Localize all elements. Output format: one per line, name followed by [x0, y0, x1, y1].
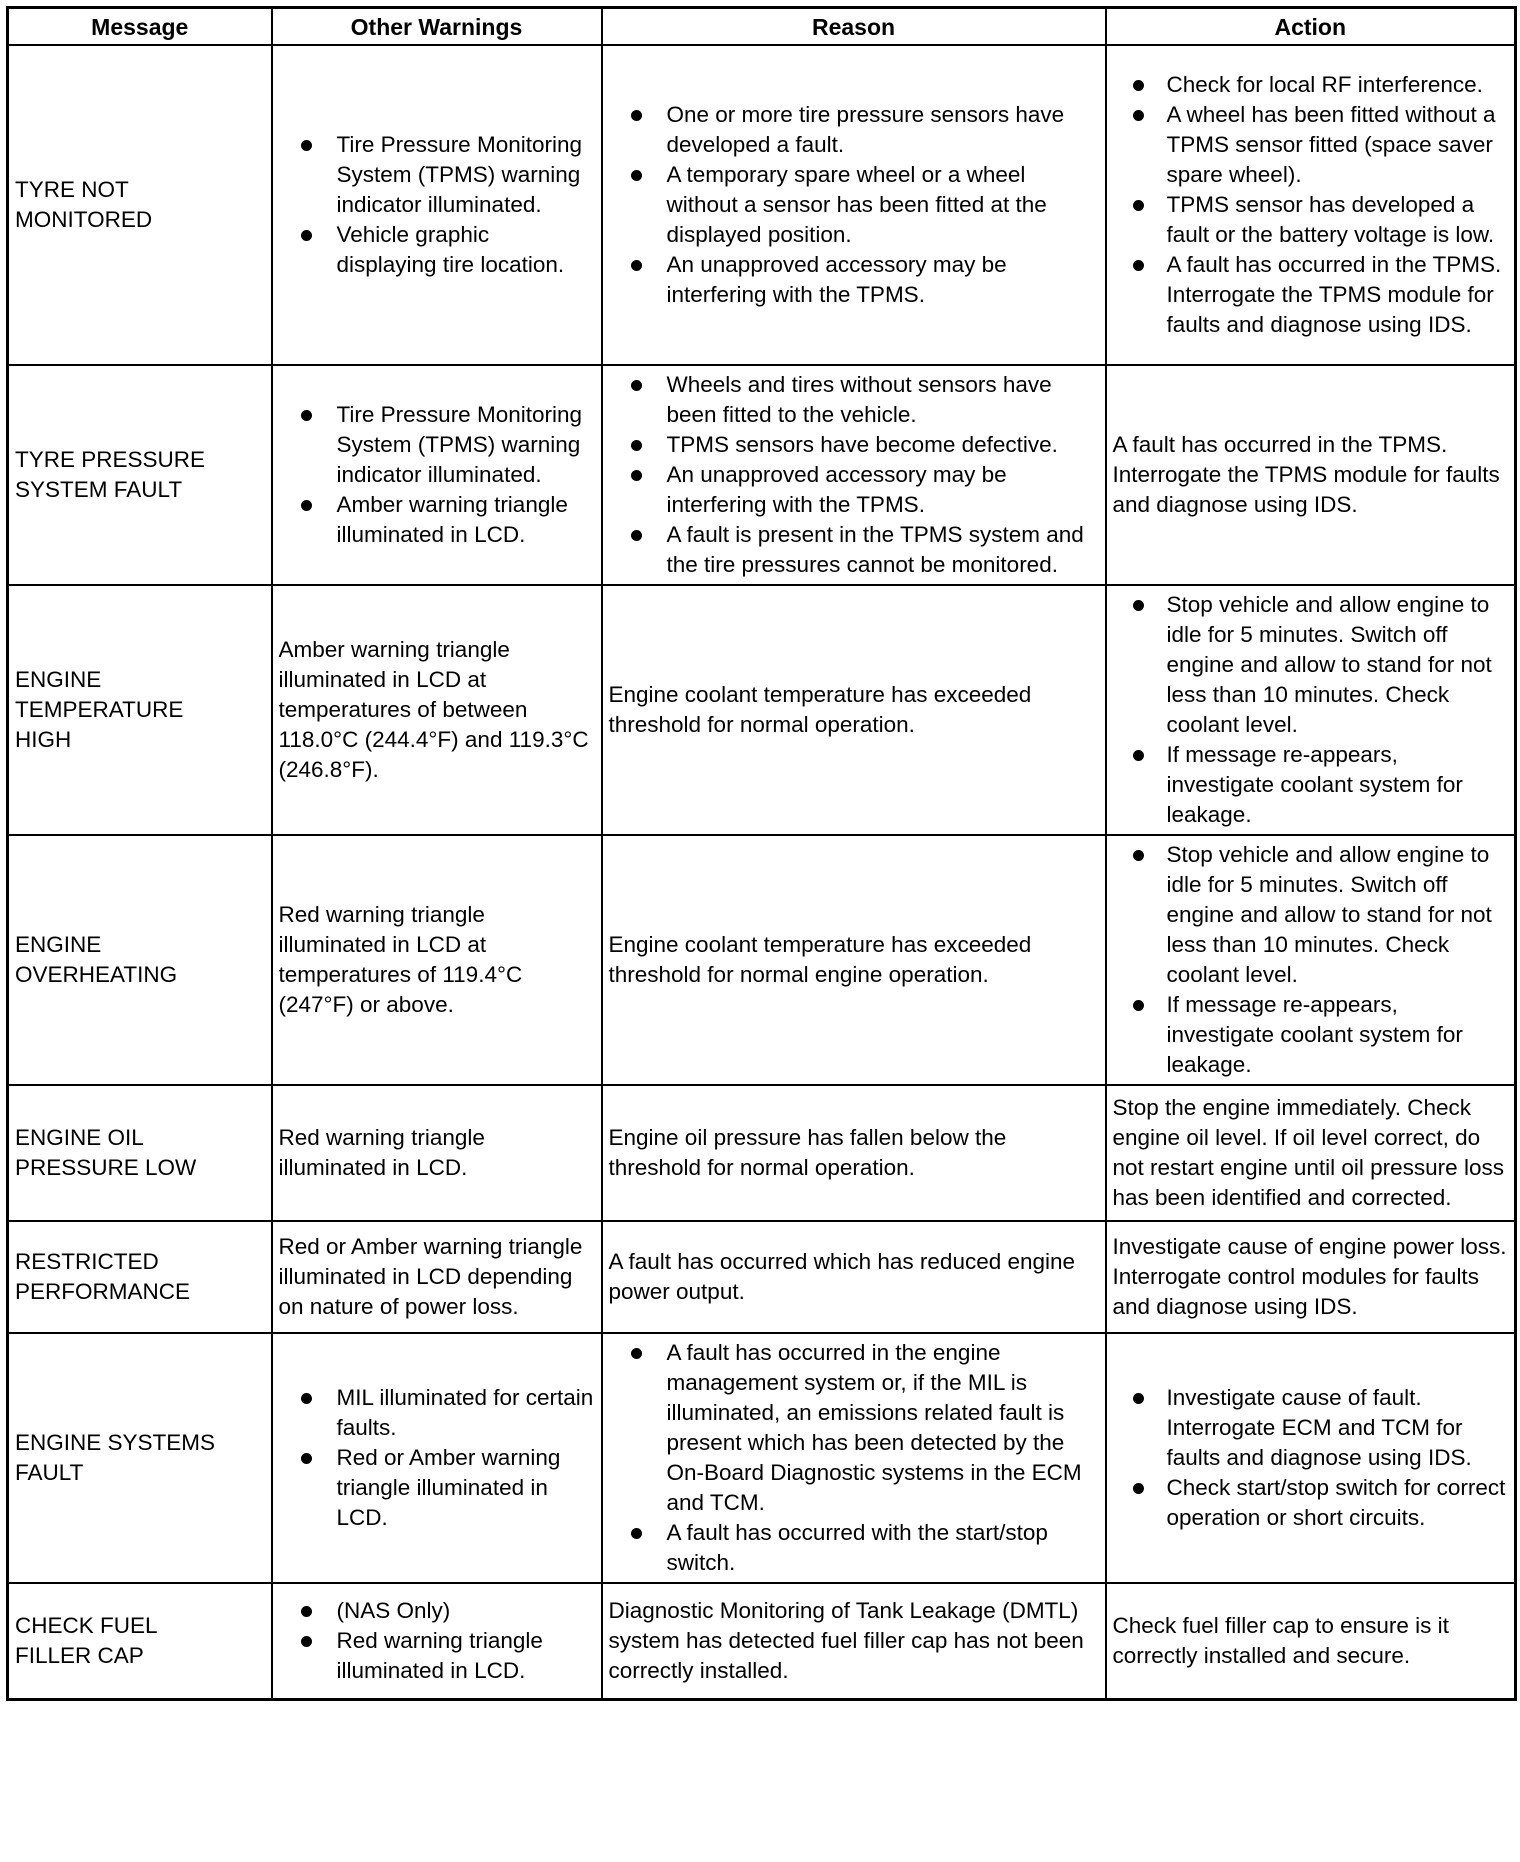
action-cell [1106, 1333, 1516, 1583]
message-line: MONITORED [15, 207, 153, 232]
reason-cell [602, 585, 1106, 835]
message-cell [8, 365, 272, 585]
message-cell [8, 1221, 272, 1333]
message-line: FILLER CAP [15, 1642, 144, 1668]
other-warnings-cell-list [279, 400, 595, 550]
reason-cell [602, 45, 1106, 365]
other-warnings-cell-list [279, 1383, 595, 1533]
reason-cell-list [609, 100, 1099, 310]
bullet-item: Vehicle graphic displaying tire location. [279, 220, 595, 280]
header-row [8, 8, 1516, 46]
message-cell [8, 585, 272, 835]
message-line: PERFORMANCE [15, 1279, 191, 1304]
other-warnings-cell [272, 365, 602, 585]
bullet-item: Tire Pressure Monitoring System (TPMS) warning indicator illuminated. [279, 130, 595, 220]
bullet-item: If message re-appears, investigate coolant system for leakage. [1113, 740, 1509, 830]
other-warnings-cell-text: Red warning triangle illuminated in LCD. [278, 1125, 485, 1180]
other-warnings-cell-text: Red or Amber warning triangle illuminated in LCD depending on nature of power loss. [278, 1234, 583, 1319]
action-cell [1106, 585, 1516, 835]
bullet-item: Check start/stop switch for correct operation or short circuits. [1113, 1473, 1509, 1533]
table-row [8, 1221, 1516, 1333]
reason-cell [602, 835, 1106, 1085]
table-row [8, 835, 1516, 1085]
action-cell-text: Check fuel filler cap to ensure is it correctly installed and secure. [1112, 1612, 1449, 1668]
bullet-item: Stop vehicle and allow engine to idle for 5 minutes. Switch off engine and allow to stand for not less than 10 minutes. Check coolant level. [1113, 840, 1509, 990]
table-row [8, 1085, 1516, 1221]
bullet-item: A fault has occurred in the engine management system or, if the MIL is illuminated, an emissions related fault is present which has been detected by the On-Board Diagnostic systems in the ECM and TCM. [609, 1338, 1099, 1518]
reason-cell [602, 365, 1106, 585]
message-line: TYRE NOT [15, 177, 129, 202]
action-cell-text: Investigate cause of engine power loss. Interrogate control modules for faults and diagnose using IDS. [1112, 1234, 1507, 1319]
table-row [8, 585, 1516, 835]
action-cell [1106, 1221, 1516, 1333]
table-row [8, 45, 1516, 365]
action-cell-list [1113, 590, 1509, 830]
message-cell [8, 1583, 272, 1699]
action-cell [1106, 45, 1516, 365]
reason-cell-text: Diagnostic Monitoring of Tank Leakage (DMTL) system has detected fuel filler cap has not been correctly installed. [608, 1597, 1084, 1683]
bullet-item: Check for local RF interference. [1113, 70, 1509, 100]
other-warnings-cell [272, 45, 602, 365]
reason-cell-list [609, 1338, 1099, 1578]
bullet-item: (NAS Only) [279, 1596, 595, 1626]
action-cell-text: Stop the engine immediately. Check engine oil level. If oil level correct, do not restart engine until oil pressure loss has been identified and corrected. [1112, 1095, 1504, 1210]
warning-messages-table [6, 6, 1517, 1701]
message-line: FAULT [15, 1460, 84, 1485]
bullet-item: If message re-appears, investigate coolant system for leakage. [1113, 990, 1509, 1080]
other-warnings-cell-text: Amber warning triangle illuminated in LCD at temperatures of between 118.0°C (244.4°F) and 119.3°C (246.8°F). [278, 637, 589, 782]
other-warnings-cell [272, 1333, 602, 1583]
other-warnings-cell-list [279, 1596, 595, 1686]
action-cell [1106, 1583, 1516, 1699]
header-message: Message [8, 8, 272, 46]
reason-cell [602, 1085, 1106, 1221]
table-row [8, 1583, 1516, 1699]
header-reason: Reason [602, 8, 1106, 46]
bullet-item: A fault has occurred with the start/stop switch. [609, 1518, 1099, 1578]
bullet-item: Stop vehicle and allow engine to idle for 5 minutes. Switch off engine and allow to stand for not less than 10 minutes. Check coolant level. [1113, 590, 1509, 740]
message-line: ENGINE [15, 667, 102, 692]
header-other-warnings: Other Warnings [272, 8, 602, 46]
other-warnings-cell [272, 835, 602, 1085]
bullet-item: Investigate cause of fault. Interrogate ECM and TCM for faults and diagnose using IDS. [1113, 1383, 1509, 1473]
bullet-item: An unapproved accessory may be interfering with the TPMS. [609, 460, 1099, 520]
bullet-item: A fault is present in the TPMS system and the tire pressures cannot be monitored. [609, 520, 1099, 580]
message-line: CHECK FUEL [15, 1612, 158, 1638]
action-cell [1106, 365, 1516, 585]
bullet-item: TPMS sensor has developed a fault or the battery voltage is low. [1113, 190, 1509, 250]
bullet-item: Red warning triangle illuminated in LCD. [279, 1626, 595, 1686]
bullet-item: One or more tire pressure sensors have developed a fault. [609, 100, 1099, 160]
other-warnings-cell [272, 585, 602, 835]
reason-cell [602, 1333, 1106, 1583]
reason-cell-text: Engine oil pressure has fallen below the threshold for normal operation. [608, 1125, 1007, 1180]
message-line: RESTRICTED [15, 1249, 159, 1274]
header-action: Action [1106, 8, 1516, 46]
other-warnings-cell [272, 1583, 602, 1699]
message-line: OVERHEATING [15, 962, 178, 987]
bullet-item: Amber warning triangle illuminated in LCD. [279, 490, 595, 550]
bullet-item: A fault has occurred in the TPMS. Interrogate the TPMS module for faults and diagnose using IDS. [1113, 250, 1509, 340]
message-line: ENGINE OIL [15, 1125, 144, 1150]
table-row [8, 365, 1516, 585]
bullet-item: An unapproved accessory may be interfering with the TPMS. [609, 250, 1099, 310]
reason-cell-text: A fault has occurred which has reduced engine power output. [608, 1249, 1076, 1304]
bullet-item: Red or Amber warning triangle illuminated in LCD. [279, 1443, 595, 1533]
other-warnings-cell-text: Red warning triangle illuminated in LCD at temperatures of 119.4°C (247°F) or above. [278, 902, 523, 1017]
bullet-item: A temporary spare wheel or a wheel without a sensor has been fitted at the displayed position. [609, 160, 1099, 250]
table-body [8, 45, 1516, 1699]
page [6, 6, 1514, 1701]
reason-cell [602, 1221, 1106, 1333]
bullet-item: TPMS sensors have become defective. [609, 430, 1099, 460]
message-cell [8, 45, 272, 365]
message-cell [8, 835, 272, 1085]
other-warnings-cell [272, 1085, 602, 1221]
reason-cell-list [609, 370, 1099, 580]
message-line: ENGINE SYSTEMS [15, 1430, 216, 1455]
bullet-item: Wheels and tires without sensors have been fitted to the vehicle. [609, 370, 1099, 430]
message-line: SYSTEM FAULT [15, 477, 183, 502]
action-cell-list [1113, 70, 1509, 340]
action-cell-list [1113, 1383, 1509, 1533]
message-cell [8, 1085, 272, 1221]
action-cell-text: A fault has occurred in the TPMS. Interrogate the TPMS module for faults and diagnose using IDS. [1112, 432, 1500, 517]
other-warnings-cell-list [279, 130, 595, 280]
action-cell [1106, 1085, 1516, 1221]
message-cell [8, 1333, 272, 1583]
reason-cell [602, 1583, 1106, 1699]
bullet-item: A wheel has been fitted without a TPMS sensor fitted (space saver spare wheel). [1113, 100, 1509, 190]
message-line: HIGH [15, 727, 72, 752]
reason-cell-text: Engine coolant temperature has exceeded threshold for normal engine operation. [608, 932, 1032, 987]
message-line: ENGINE [15, 932, 102, 957]
message-line: TEMPERATURE [15, 697, 184, 722]
message-line: PRESSURE LOW [15, 1155, 197, 1180]
message-line: TYRE PRESSURE [15, 447, 206, 472]
action-cell-list [1113, 840, 1509, 1080]
bullet-item: MIL illuminated for certain faults. [279, 1383, 595, 1443]
bullet-item: Tire Pressure Monitoring System (TPMS) warning indicator illuminated. [279, 400, 595, 490]
action-cell [1106, 835, 1516, 1085]
table-row [8, 1333, 1516, 1583]
reason-cell-text: Engine coolant temperature has exceeded threshold for normal operation. [608, 682, 1032, 737]
other-warnings-cell [272, 1221, 602, 1333]
